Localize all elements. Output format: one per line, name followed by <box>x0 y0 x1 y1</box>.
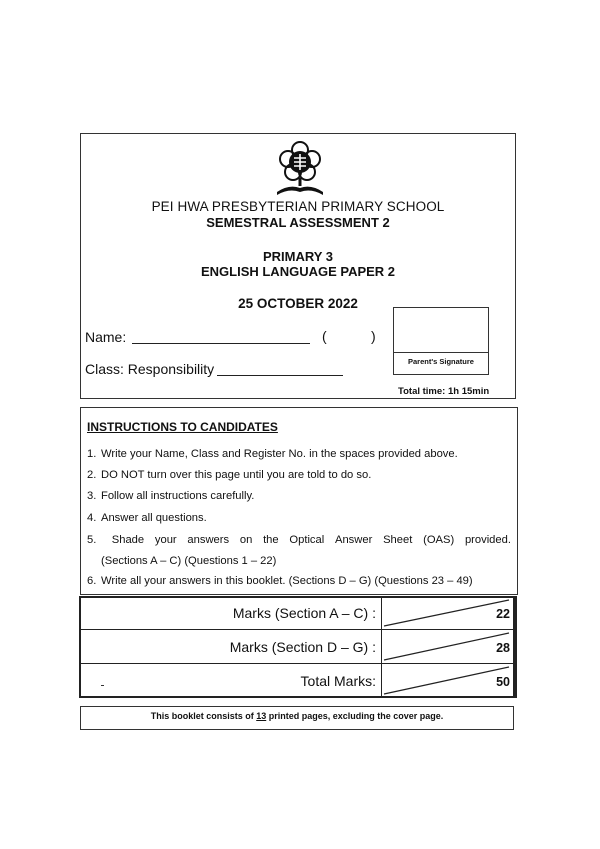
instruction-word: your <box>154 534 177 546</box>
total-marks-value[interactable]: 50 <box>496 675 510 689</box>
signature-divider <box>393 352 489 353</box>
register-no-open-paren: ( <box>322 328 327 344</box>
instruction-number: 6. <box>87 575 97 587</box>
instruction-text: Write all your answers in this booklet. (Sections D – G) (Questions 23 – 49) <box>101 575 473 587</box>
instruction-word: on <box>239 534 253 546</box>
marks-label-section-a-c: Marks (Section A – C) : <box>232 605 376 621</box>
total-marks-label: Total Marks: <box>300 673 376 689</box>
exam-date: 25 OCTOBER 2022 <box>238 296 358 311</box>
name-label: Name: <box>85 329 127 345</box>
page-count-number: 13 <box>256 711 267 721</box>
instruction-item <box>87 575 473 587</box>
total-time: Total time: 1h 15min <box>398 386 490 397</box>
instruction-word: Shade <box>111 534 145 546</box>
instruction-item <box>87 512 207 524</box>
page-count-suffix: printed pages, excluding the cover page. <box>266 711 444 721</box>
class-label: Class: Responsibility <box>85 361 215 377</box>
instruction-word: Answer <box>335 534 373 546</box>
instruction-number: 1. <box>87 448 97 460</box>
instruction-item <box>87 448 458 460</box>
class-field[interactable] <box>217 375 343 376</box>
instruction-number: 3. <box>87 490 97 502</box>
assessment-title: SEMESTRAL ASSESSMENT 2 <box>206 215 390 230</box>
page-count-prefix: This booklet consists of <box>150 711 257 721</box>
instruction-text: Write your Name, Class and Register No. in the spaces provided above. <box>101 448 458 460</box>
marks-label-section-d-g: Marks (Section D – G) : <box>229 639 376 655</box>
instruction-text: Answer all questions. <box>101 512 207 524</box>
marks-value-section-a-c[interactable]: 22 <box>496 607 510 621</box>
instruction-word: Optical <box>289 534 325 546</box>
instruction-word: (OAS) <box>423 534 455 546</box>
instruction-number: 2. <box>87 469 97 481</box>
stray-mark <box>101 685 104 686</box>
instruction-text: DO NOT turn over this page until you are told to do so. <box>101 469 372 481</box>
marks-right-border <box>513 596 515 698</box>
instruction-item <box>87 490 254 502</box>
instruction-continuation: (Sections A – C) (Questions 1 – 22) <box>101 555 277 567</box>
parent-signature-label: Parent's Signature <box>408 357 474 366</box>
register-no-close-paren: ) <box>371 328 376 344</box>
instruction-number: 4. <box>87 512 97 524</box>
level-title: PRIMARY 3 <box>262 249 334 264</box>
instruction-word: provided. <box>464 534 511 546</box>
instruction-word: Sheet <box>383 534 413 546</box>
instruction-text: Follow all instructions carefully. <box>101 490 255 502</box>
instruction-item <box>87 534 511 546</box>
name-field[interactable] <box>132 343 310 344</box>
instruction-word: the <box>263 534 279 546</box>
instruction-word: answers <box>187 534 230 546</box>
school-name: PEI HWA PRESBYTERIAN PRIMARY SCHOOL <box>151 199 445 214</box>
instruction-item <box>87 469 371 481</box>
instruction-number: 5. <box>87 534 97 546</box>
school-crest-icon <box>265 140 335 196</box>
paper-title: ENGLISH LANGUAGE PAPER 2 <box>200 264 396 279</box>
marks-value-section-d-g[interactable]: 28 <box>496 641 510 655</box>
instructions-title: INSTRUCTIONS TO CANDIDATES <box>87 420 278 434</box>
page-count-note <box>80 711 514 721</box>
